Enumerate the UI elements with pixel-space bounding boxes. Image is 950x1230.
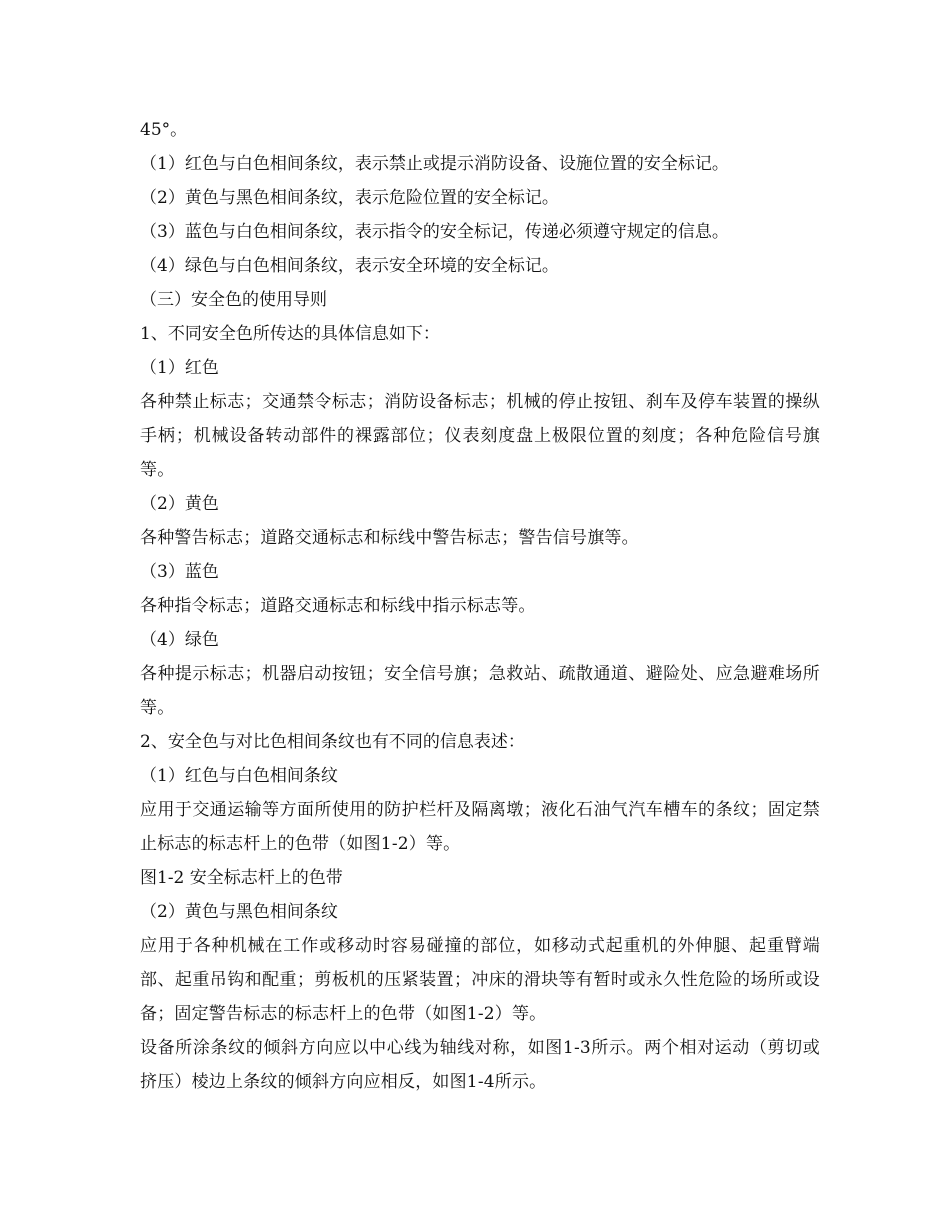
- item-heading-yellow-black: （2）黄色与黑色相间条纹: [140, 902, 338, 922]
- item-heading-red-white: （1）红色与白色相间条纹: [140, 766, 338, 786]
- text-line-blue-white-stripe: （3）蓝色与白色相间条纹，表示指令的安全标记，传递必须遵守规定的信息。: [140, 222, 729, 242]
- paragraph-blue-usage: 各种指令标志；道路交通标志和标线中指示标志等。: [140, 596, 536, 616]
- text-line-angle: 45°。: [140, 120, 188, 140]
- text-line-red-white-stripe: （1）红色与白色相间条纹，表示禁止或提示消防设备、设施位置的安全标记。: [140, 154, 729, 174]
- item-heading-green: （4）绿色: [140, 630, 219, 650]
- paragraph-green-usage: 各种提示标志；机器启动按钮；安全信号旗；急救站、疏散通道、避险处、应急避难场所等。: [140, 664, 820, 718]
- section-heading-usage-guidelines: （三）安全色的使用导则: [140, 290, 327, 310]
- document-body: [140, 113, 820, 1099]
- text-line-yellow-black-stripe: （2）黄色与黑色相间条纹，表示危险位置的安全标记。: [140, 188, 559, 208]
- text-line-green-white-stripe: （4）绿色与白色相间条纹，表示安全环境的安全标记。: [140, 256, 559, 276]
- paragraph-stripe-direction: 设备所涂条纹的倾斜方向应以中心线为轴线对称，如图1-3所示。两个相对运动（剪切或挤压）棱边上条纹的倾斜方向应相反，如图1-4所示。: [140, 1038, 820, 1092]
- paragraph-yellow-black-usage: 应用于各种机械在工作或移动时容易碰撞的部位，如移动式起重机的外伸腿、起重臂端部、起重吊钩和配重；剪板机的压紧装置；冲床的滑块等有暂时或永久性危险的场所或设备；固定警告标志的标志杆上的色带（如图1-2）等。: [140, 936, 820, 1024]
- paragraph-red-white-usage: 应用于交通运输等方面所使用的防护栏杆及隔离墩；液化石油气汽车槽车的条纹；固定禁止标志的标志杆上的色带（如图1-2）等。: [140, 800, 820, 854]
- item-heading-yellow: （2）黄色: [140, 494, 219, 514]
- item-heading-red: （1）红色: [140, 358, 219, 378]
- paragraph-yellow-usage: 各种警告标志；道路交通标志和标线中警告标志；警告信号旗等。: [140, 528, 639, 548]
- figure-caption-1-2: 图1-2 安全标志杆上的色带: [140, 868, 343, 888]
- item-heading-blue: （3）蓝色: [140, 562, 219, 582]
- subheading-stripe-meanings: 2、安全色与对比色相间条纹也有不同的信息表述：: [140, 732, 525, 752]
- paragraph-red-usage: 各种禁止标志；交通禁令标志；消防设备标志；机械的停止按钮、刹车及停车装置的操纵手柄；机械设备转动部件的裸露部位；仪表刻度盘上极限位置的刻度；各种危险信号旗等。: [140, 392, 820, 480]
- subheading-color-meanings: 1、不同安全色所传达的具体信息如下：: [140, 324, 440, 344]
